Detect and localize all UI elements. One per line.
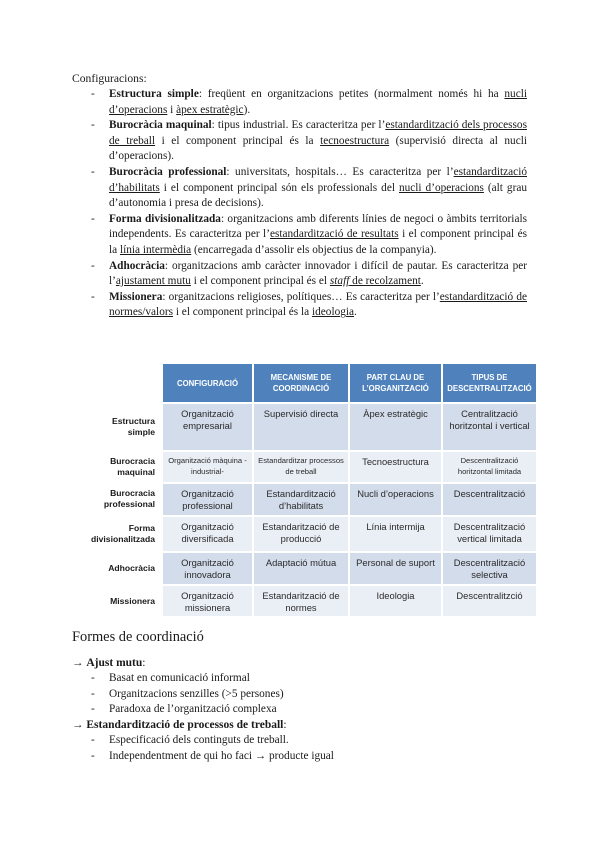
config-item: - Forma divisionalitzada: organitzacions amb diferents línies de negoci o àmbits territorials independents. Es caracteritza per l’estandardització de resultats i el component principal és la línia intermèdia (encarregada d’assolir els objectius de la companyia).: [72, 212, 527, 259]
table-row: [90, 484, 536, 515]
table-cell: Organització diversificada: [163, 517, 252, 551]
config-item: - Burocràcia professional: universitats, hospitals… Es caracteritza per l’estandardització d’habilitats i el component principal són els professionals del nucli d’operacions (alt grau d’autonomia i presa de decisions).: [72, 165, 527, 212]
subsection-title: → Ajust mutu:: [72, 657, 146, 669]
list-item: - Basat en comunicació informal: [72, 671, 527, 687]
subsection-title: → Estandardització de processos de treball:: [72, 719, 287, 731]
configurations-list: [72, 87, 527, 321]
config-item: - Adhocràcia: organitzacions amb caràcter innovador i difícil de pautar. Es caracteritza per l’ajustament mutu i el component principal és el staff de recolzament.: [72, 259, 527, 290]
table-cell: Descentralització: [443, 484, 536, 515]
row-header: Forma divisionalitzada: [91, 522, 155, 544]
table-cell: Centralització horitzontal i vertical: [443, 404, 536, 450]
list-item: - Organitzacions senzilles (>5 persones): [72, 687, 527, 703]
config-name: Burocràcia professional: [109, 165, 227, 178]
table-cell: Descentralitzció: [443, 586, 536, 617]
arrow-icon: →: [72, 719, 84, 731]
config-item: - Estructura simple: freqüent en organitzacions petites (normalment només hi ha nucli d’operacions i àpex estratègic).: [72, 87, 527, 118]
column-header: TIPUS DE DESCENTRALITZACIÓ: [443, 364, 536, 402]
section-heading: Formes de coordinació: [72, 629, 204, 645]
table-cell: Línia intermija: [350, 517, 441, 551]
table-cell: Estandarització de producció: [254, 517, 348, 551]
table-cell: Estandarditzar processos de treball: [254, 452, 348, 482]
arrow-icon: →: [72, 657, 84, 669]
column-header: PART CLAU DE L’ORGANITZACIÓ: [350, 364, 441, 402]
section-intro: Configuracions:: [72, 72, 147, 85]
table-cell: Organització missionera: [163, 586, 252, 617]
table-cell: Àpex estratègic: [350, 404, 441, 450]
config-name: Missionera: [109, 290, 163, 303]
table-row: [90, 517, 536, 551]
row-header: Burocracia professional: [103, 488, 155, 510]
table-cell: Organització innovadora: [163, 553, 252, 584]
table-cell: Descentralització horitzontal limitada: [443, 452, 536, 482]
subsection-list: [72, 671, 527, 718]
table-cell: Ideologia: [350, 586, 441, 617]
config-name: Forma divisionalitzada: [109, 212, 221, 225]
subsection-list: [72, 733, 527, 764]
table-cell: Personal de suport: [350, 553, 441, 584]
list-item: - Especificació dels continguts de treball.: [72, 733, 527, 749]
table-cell: Descentralització vertical limitada: [443, 517, 536, 551]
config-item: - Burocràcia maquinal: tipus industrial. Es caracteritza per l’estandardització dels processos de treball i el component principal és la tecnoestructura (supervisió directa al nucli d’operacions).: [72, 118, 527, 165]
table-cell: Tecnoestructura: [350, 452, 441, 482]
table-cell: Adaptació mútua: [254, 553, 348, 584]
table-row: [90, 452, 536, 482]
column-header: MECANISME DE COORDINACIÓ: [254, 364, 348, 402]
table-header-row: [90, 364, 536, 402]
table-cell: Estandardització d’habilitats: [254, 484, 348, 515]
row-header: Estructura simple: [112, 416, 155, 437]
table-row: [90, 404, 536, 450]
config-item: - Missionera: organitzacions religioses, polítiques… Es caracteritza per l’estandardització de normes/valors i el component principal és la ideologia.: [72, 290, 527, 321]
config-name: Estructura simple: [109, 88, 199, 100]
row-header: Adhocràcia: [108, 562, 155, 573]
table-corner: [90, 364, 161, 402]
table-row: [90, 586, 536, 617]
configurations-table: [88, 362, 538, 618]
table-cell: Organització màquina -industrial-: [163, 452, 252, 482]
table-cell: Estandarització de normes: [254, 586, 348, 617]
row-header: Burocracia maquinal: [110, 456, 155, 477]
table-cell: Nucli d’operacions: [350, 484, 441, 515]
table-cell: Supervisió directa: [254, 404, 348, 450]
table-cell: Descentralització selectiva: [443, 553, 536, 584]
column-header: CONFIGURACIÓ: [163, 364, 252, 402]
table-cell: Organització professional: [163, 484, 252, 515]
list-item: - Paradoxa de l’organització complexa: [72, 702, 527, 718]
table-cell: Organització empresarial: [163, 404, 252, 450]
config-name: Burocràcia maquinal: [109, 119, 212, 132]
row-header: Missionera: [110, 595, 155, 606]
list-item: - Independentment de qui ho faci → producte igual: [72, 749, 527, 765]
table-row: [90, 553, 536, 584]
config-name: Adhocràcia: [109, 259, 165, 272]
